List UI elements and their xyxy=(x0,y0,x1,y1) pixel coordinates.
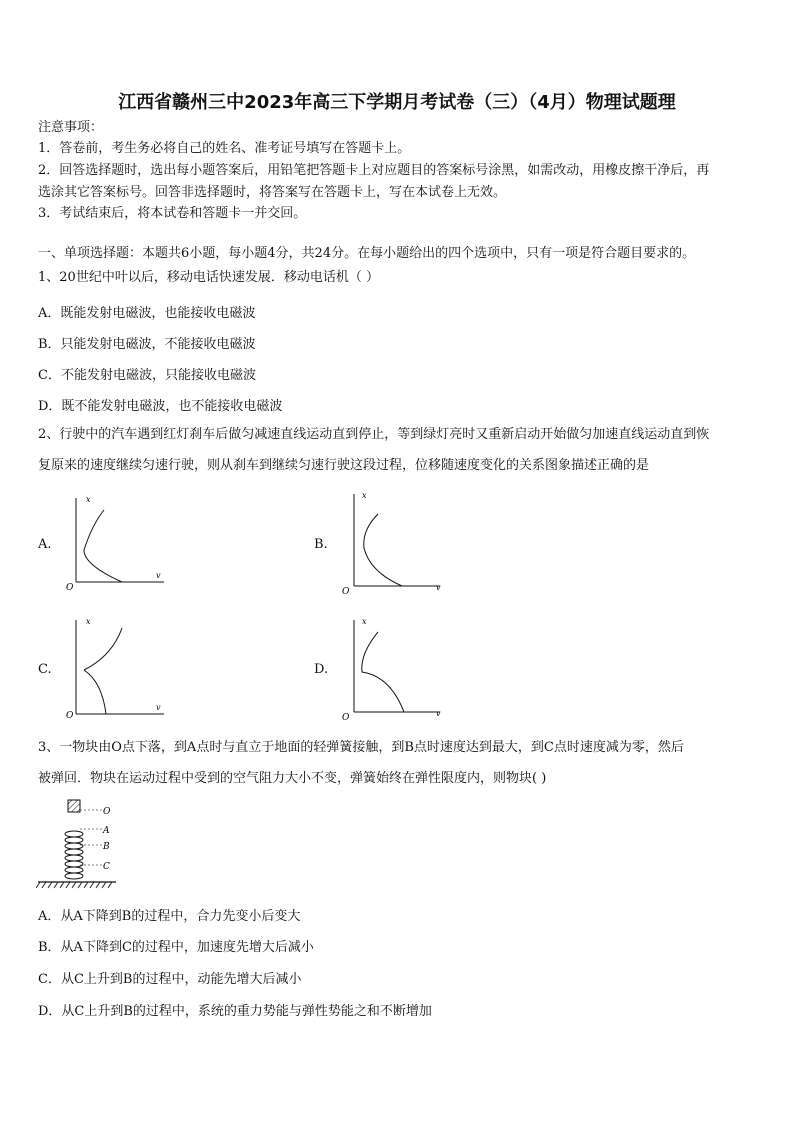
q3-option-a: A．从A下降到B的过程中，合力先变小后变大 xyxy=(38,909,301,924)
q2-graph-d-origin: O xyxy=(342,713,350,720)
q2-graph-c-x-label: v xyxy=(156,703,161,712)
q2-graph-d-x-label: v xyxy=(436,709,441,718)
q2-label-d: D. xyxy=(314,662,329,677)
q3-option-c: C．从C上升到B的过程中，动能先增大后减小 xyxy=(38,972,302,987)
q2-graph-a xyxy=(64,490,174,590)
q2-label-a: A. xyxy=(38,537,52,552)
q1-option-c: C．不能发射电磁波，只能接收电磁波 xyxy=(38,368,256,383)
notice-item-2-cont: 选涂其它答案标号。回答非选择题时，将答案写在答题卡上，写在本试卷上无效。 xyxy=(38,185,507,200)
q3-spring-diagram xyxy=(36,796,136,894)
q2-graph-c-curve-lower xyxy=(84,670,106,714)
point-c-label: C xyxy=(103,862,110,872)
notice-item-2: 2．回答选择题时，选出每小题答案后，用铅笔把答题卡上对应题目的答案标号涂黑，如需改动，用橡皮擦干净后，再 xyxy=(38,163,710,178)
point-a-label: A xyxy=(103,826,110,836)
q2-graph-d xyxy=(340,614,450,720)
point-o-label: O xyxy=(103,807,111,817)
q2-graph-b-x-label: v xyxy=(436,583,441,592)
notice-heading: 注意事项： xyxy=(38,120,104,135)
q2-graph-a-curve-lower xyxy=(84,550,122,582)
q2-stem-line1: 2、行驶中的汽车遇到红灯刹车后做匀减速直线运动直到停止，等到绿灯亮时又重新启动开始做匀加速直线运动直到恢 xyxy=(38,427,710,442)
q1-option-a: A．既能发射电磁波，也能接收电磁波 xyxy=(38,306,256,321)
q2-graph-d-curve xyxy=(362,632,404,712)
page-title: 江西省赣州三中2023年高三下学期月考试卷（三）（4月）物理试题理 xyxy=(118,92,676,113)
ground-hatch-icon xyxy=(36,882,112,888)
q3-stem-line2: 被弹回．物块在运动过程中受到的空气阻力大小不变，弹簧始终在弹性限度内，则物块( ) xyxy=(38,771,547,786)
q2-graph-a-curve-upper xyxy=(84,510,104,550)
q2-graph-b-curve xyxy=(364,514,402,586)
q2-label-c: C. xyxy=(38,662,52,677)
q2-graph-a-y-label: x xyxy=(86,495,91,504)
point-b-label: B xyxy=(103,842,110,852)
q2-graph-a-origin: O xyxy=(66,583,74,590)
spring-coil-icon xyxy=(65,831,83,879)
q3-option-b: B．从A下降到C的过程中，加速度先增大后减小 xyxy=(38,940,314,955)
q2-stem-line2: 复原来的速度继续匀速行驶，则从刹车到继续匀速行驶这段过程，位移随速度变化的关系图象描述正确的是 xyxy=(38,458,650,473)
q1-option-d: D．既不能发射电磁波，也不能接收电磁波 xyxy=(38,399,283,414)
q2-graph-c-origin: O xyxy=(66,711,74,720)
q2-graph-b-origin: O xyxy=(342,587,350,594)
notice-item-3: 3．考试结束后，将本试卷和答题卡一并交回。 xyxy=(38,206,307,221)
q2-graph-d-y-label: x xyxy=(362,617,367,626)
q2-graph-a-x-label: v xyxy=(156,571,161,580)
q1-stem: 1、20世纪中叶以后，移动电话快速发展．移动电话机（ ） xyxy=(38,270,379,285)
q3-stem-line1: 3、一物块由O点下落，到A点时与直立于地面的轻弹簧接触，到B点时速度达到最大，到C点时速度减为零，然后 xyxy=(38,740,684,755)
q1-option-b: B．只能发射电磁波，不能接收电磁波 xyxy=(38,337,256,352)
q2-graph-b-y-label: x xyxy=(362,491,367,500)
q2-graph-c-curve-upper xyxy=(84,628,122,670)
block-icon xyxy=(68,800,80,812)
q2-graph-c-y-label: x xyxy=(86,617,91,626)
q2-graph-c xyxy=(64,614,174,720)
notice-item-1: 1．答卷前，考生务必将自己的姓名、准考证号填写在答题卡上。 xyxy=(38,141,411,156)
section-heading: 一、单项选择题：本题共6小题，每小题4分，共24分。在每小题给出的四个选项中，只有一项是符合题目要求的。 xyxy=(38,246,696,261)
q2-graph-b xyxy=(340,488,450,594)
q3-option-d: D．从C上升到B的过程中，系统的重力势能与弹性势能之和不断增加 xyxy=(38,1004,432,1019)
q2-label-b: B. xyxy=(314,537,328,552)
